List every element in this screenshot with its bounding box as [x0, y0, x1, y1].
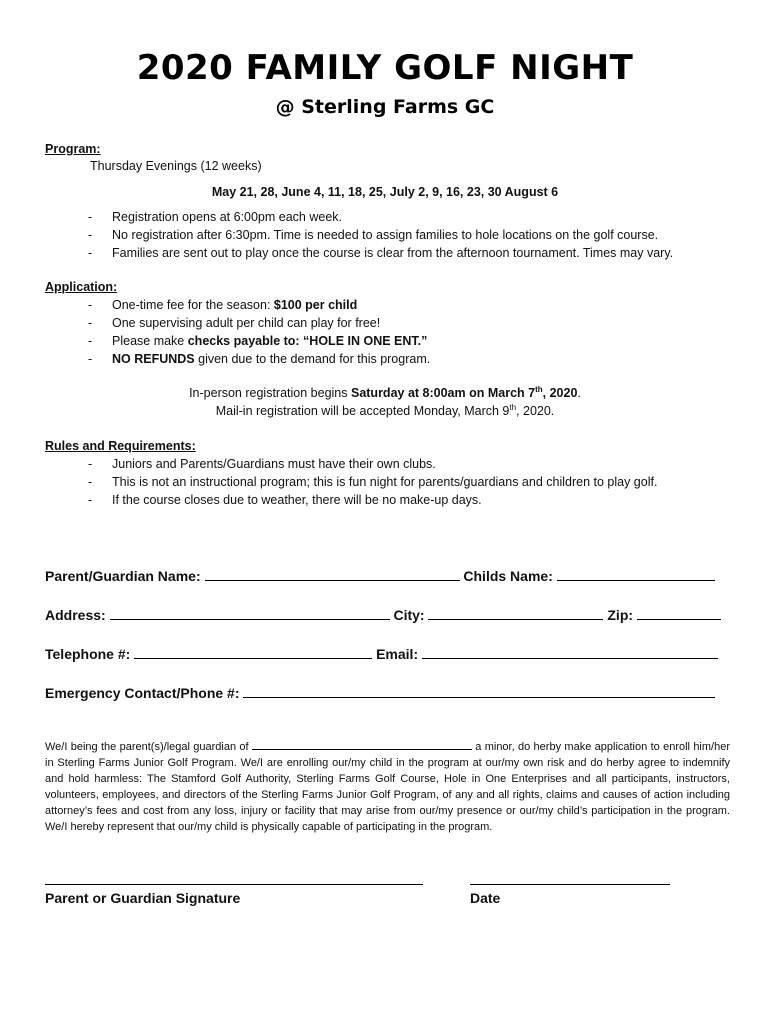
- list-item: - Please make checks payable to: “HOLE IN ONE ENT.”: [88, 334, 428, 348]
- program-list: [88, 208, 748, 262]
- email-label: Email:: [376, 646, 419, 662]
- city-label: City:: [393, 607, 425, 623]
- address-label: Address:: [45, 607, 106, 623]
- program-schedule: Thursday Evenings (12 weeks): [90, 159, 262, 173]
- parent-name-label: Parent/Guardian Name:: [45, 568, 201, 584]
- date-label: Date: [470, 890, 501, 906]
- program-dates: May 21, 28, June 4, 11, 18, 25, July 2, 9, 16, 23, 30 August 6: [211, 185, 559, 199]
- signature-label: Parent or Guardian Signature: [45, 890, 241, 906]
- city-field[interactable]: [428, 606, 603, 620]
- phone-field[interactable]: [134, 645, 372, 659]
- inperson-registration: In-person registration begins Saturday at 8:00am on March 7th, 2020.: [189, 384, 581, 400]
- child-name-field[interactable]: [557, 567, 715, 581]
- list-item: - Registration opens at 6:00pm each week.: [88, 210, 342, 224]
- phone-label: Telephone #:: [45, 646, 131, 662]
- emergency-field[interactable]: [243, 684, 715, 698]
- emergency-label: Emergency Contact/Phone #:: [45, 685, 240, 701]
- child-name-label: Childs Name:: [463, 568, 553, 584]
- application-heading: Application:: [45, 280, 118, 294]
- list-item: - If the course closes due to weather, there will be no make-up days.: [88, 493, 482, 507]
- address-field[interactable]: [110, 606, 390, 620]
- mailin-registration: Mail-in registration will be accepted Monday, March 9th, 2020.: [215, 402, 555, 418]
- signature-line[interactable]: [45, 884, 423, 885]
- list-item: - One supervising adult per child can play for free!: [88, 316, 381, 330]
- rules-list: [88, 455, 748, 509]
- list-item: - Families are sent out to play once the course is clear from the afternoon tournament. Times may vary.: [88, 246, 674, 260]
- program-heading: Program:: [45, 142, 101, 156]
- email-field[interactable]: [422, 645, 718, 659]
- zip-label: Zip:: [607, 607, 634, 623]
- list-item: - This is not an instructional program; this is fun night for parents/guardians and children to play golf.: [88, 475, 658, 489]
- date-line[interactable]: [470, 884, 670, 885]
- list-item: - NO REFUNDS given due to the demand for this program.: [88, 352, 431, 366]
- parent-name-field[interactable]: [205, 567, 460, 581]
- application-list: [88, 296, 748, 368]
- list-item: - One-time fee for the season: $100 per child: [88, 298, 358, 312]
- waiver-text: We/I being the parent(s)/legal guardian of a minor, do herby make application to enroll him/her in Sterling Farms Junior Golf Program. We/I are enrolling our/my child in the program at our/my own risk and do herby agree to indemnify and hold harmless: The Stamford Golf Authority, Sterling Farms Golf Course, Hole in One Enterprises and all participants, instructors, volunteers, employees, and directors of the Sterling Farms Junior Golf Program, of any and all rights, claims and causes of action including attorney’s fees and cost from any loss, injury or facility that may arise from our/my presence or our/my child’s participation in the program. We/I hereby represent that our/my child is physically capable of participating in the program.: [45, 741, 730, 833]
- address-row: [45, 606, 721, 623]
- minor-name-field[interactable]: [252, 739, 472, 750]
- emergency-row: [45, 684, 715, 701]
- parent-name-row: [45, 567, 715, 584]
- page-subtitle: @ Sterling Farms GC: [275, 96, 495, 118]
- list-item: - No registration after 6:30pm. Time is needed to assign families to hole locations on the golf course.: [88, 228, 659, 242]
- list-item: - Juniors and Parents/Guardians must have their own clubs.: [88, 457, 436, 471]
- page-title: 2020 FAMILY GOLF NIGHT: [136, 48, 634, 88]
- phone-row: [45, 645, 718, 662]
- rules-heading: Rules and Requirements:: [45, 439, 196, 453]
- zip-field[interactable]: [637, 606, 721, 620]
